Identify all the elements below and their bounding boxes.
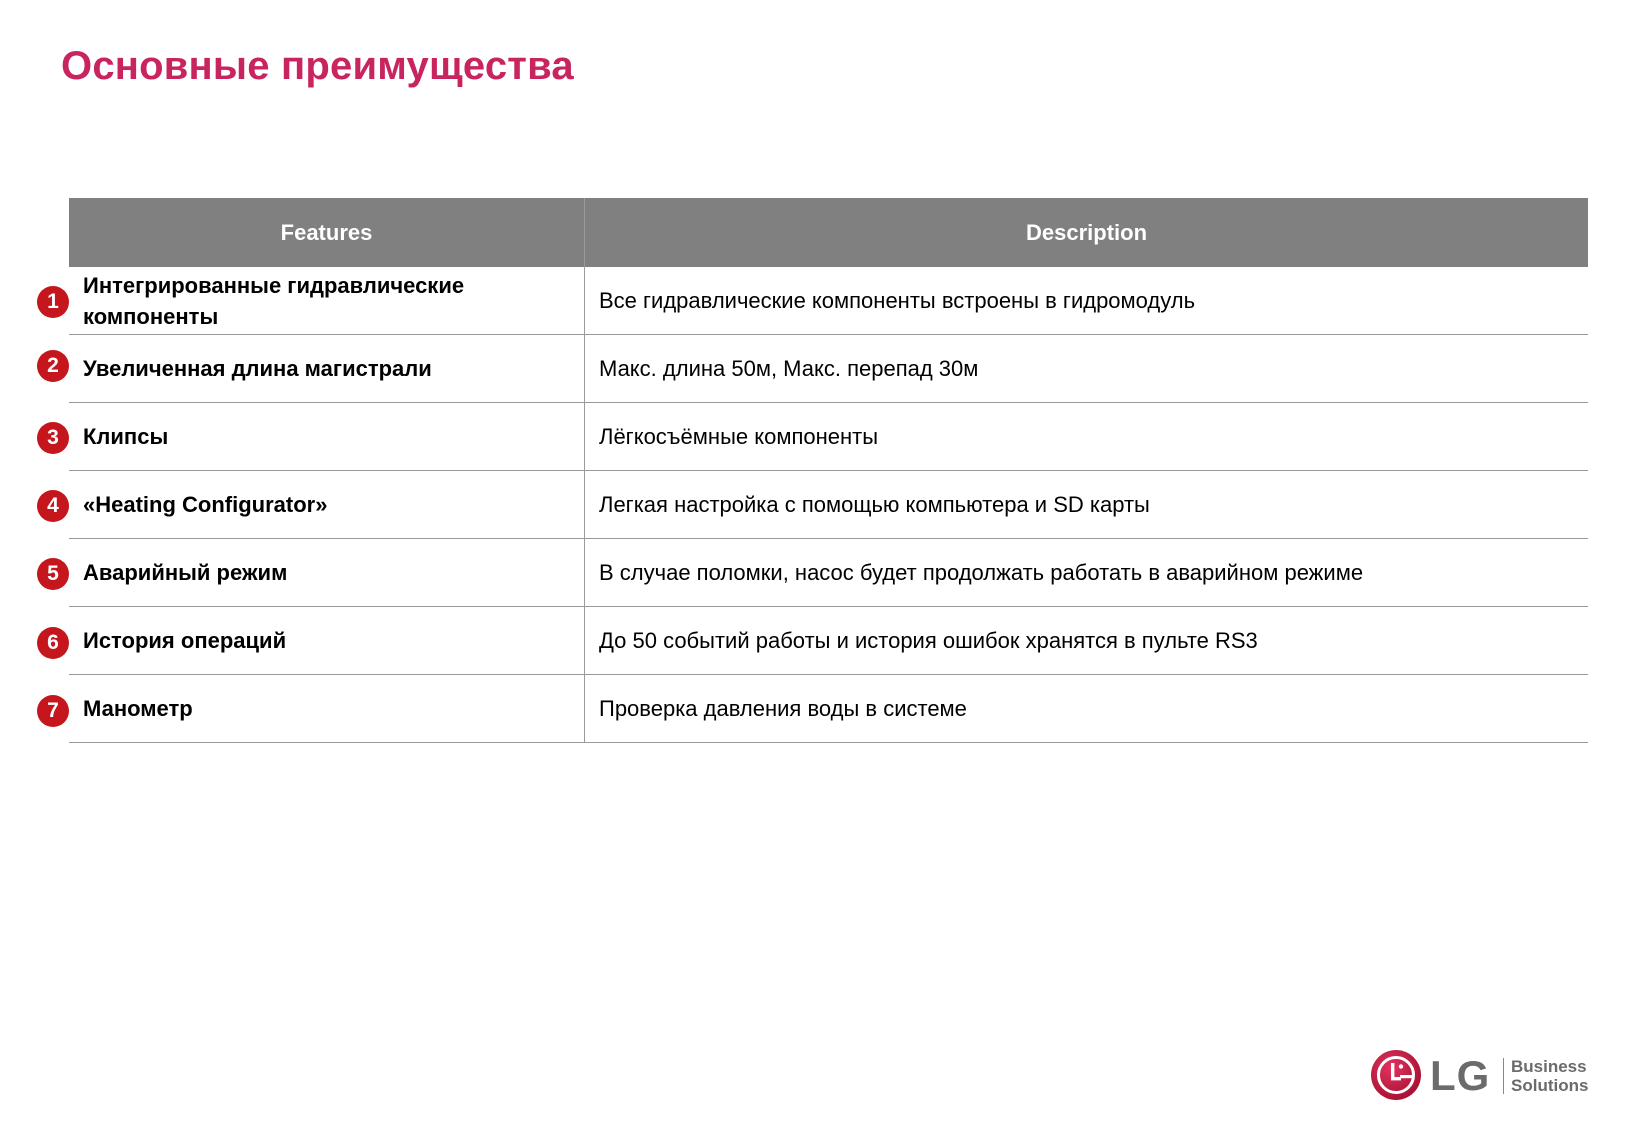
description-cell: В случае поломки, насос будет продолжать работать в аварийном режиме — [585, 539, 1589, 607]
table-row — [69, 539, 1588, 607]
description-cell: Лёгкосъёмные компоненты — [585, 403, 1589, 471]
logo-subtitle — [1511, 1057, 1588, 1095]
description-cell: Макс. длина 50м, Макс. перепад 30м — [585, 335, 1589, 403]
table-header-row — [69, 198, 1588, 267]
description-cell: До 50 событий работы и история ошибок хранятся в пульте RS3 — [585, 607, 1589, 675]
row-number-badge: 2 — [37, 350, 69, 382]
table-row — [69, 267, 1588, 335]
table-row — [69, 675, 1588, 743]
feature-cell: «Heating Configurator» — [69, 471, 585, 539]
features-table — [69, 198, 1588, 743]
logo-subtitle-line-1: Business — [1511, 1057, 1587, 1076]
page-title: Основные преимущества — [61, 44, 574, 88]
table-row — [69, 335, 1588, 403]
table-row — [69, 607, 1588, 675]
logo-subtitle-line-2: Solutions — [1511, 1076, 1589, 1095]
feature-cell: Клипсы — [69, 403, 585, 471]
logo-divider — [1503, 1058, 1504, 1094]
row-number-badge: 1 — [37, 286, 69, 318]
description-cell: Все гидравлические компоненты встроены в гидромодуль — [585, 267, 1589, 335]
row-number-badge: 3 — [37, 422, 69, 454]
table-row — [69, 471, 1588, 539]
feature-cell: История операций — [69, 607, 585, 675]
logo-brand-text: LG — [1430, 1052, 1491, 1099]
header-features: Features — [69, 198, 585, 267]
lg-face-icon — [1370, 1049, 1422, 1101]
feature-cell: Манометр — [69, 675, 585, 743]
feature-cell: Аварийный режим — [69, 539, 585, 607]
feature-cell: Интегрированные гидравлические компоненты — [69, 267, 585, 335]
description-cell: Проверка давления воды в системе — [585, 675, 1589, 743]
row-number-badge: 7 — [37, 695, 69, 727]
lg-business-solutions-logo — [1370, 1049, 1592, 1103]
feature-cell: Увеличенная длина магистрали — [69, 335, 585, 403]
table-row — [69, 403, 1588, 471]
description-cell: Легкая настройка с помощью компьютера и SD карты — [585, 471, 1589, 539]
row-number-badge: 6 — [37, 627, 69, 659]
row-number-badge: 4 — [37, 490, 69, 522]
row-number-badge: 5 — [37, 558, 69, 590]
header-description: Description — [585, 198, 1589, 267]
